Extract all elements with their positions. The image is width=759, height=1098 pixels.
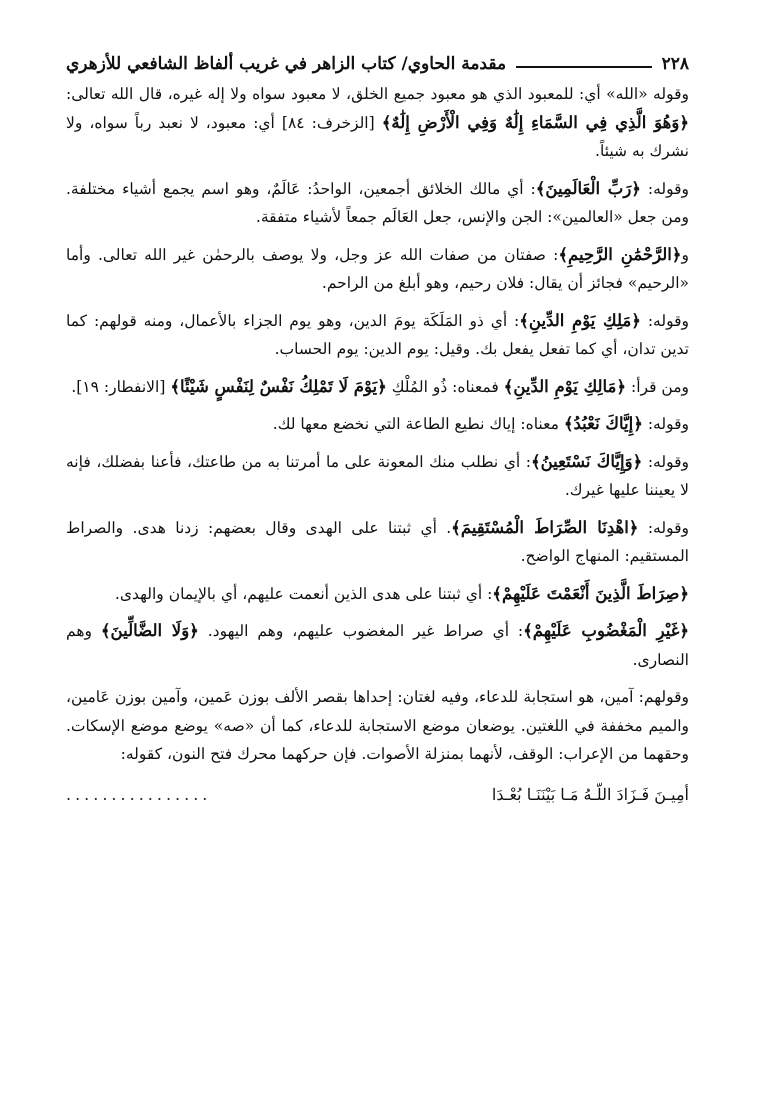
quran-quote: ﴿مَالِكِ يَوْمِ الدِّينِ﴾ <box>503 376 627 396</box>
poem-verse: أمِيـنَ فَـزَادَ اللّـهُ مَـا بَيْنَنَـا بُعْـدَا <box>491 784 689 804</box>
paragraph-text: وهم النصارى. <box>66 622 689 669</box>
paragraph-text: وقوله: <box>640 179 690 198</box>
quran-quote: ﴿اهْدِنَا الصِّرَاطَ الْمُسْتَقِيمَ﴾ <box>451 517 639 537</box>
paragraph-text: وقوله: <box>640 311 689 330</box>
paragraph-text: وقوله «الله» أي: للمعبود الذي هو معبود جميع الخلق، لا معبود سواه ولا إله غيره، قال الله تعالى: <box>66 85 689 103</box>
paragraph <box>66 617 689 674</box>
poem-dots: ................ <box>66 784 212 804</box>
paragraph-text: و <box>681 245 689 264</box>
quran-quote: ﴿الرَّحْمَٰنِ الرَّحِيمِ﴾ <box>558 244 682 264</box>
paragraph-text: : أي ذو المَلَكَة يومَ الدين، وهو يوم الجزاء بالأعمال، ومنه قولهم: كما تدين تدان، أي كما تفعل يفعل بك. وقيل: يوم الدين: يوم الحساب. <box>66 311 689 358</box>
quran-quote: ﴿وَإِيَّاكَ نَسْتَعِينُ﴾ <box>530 451 643 471</box>
paragraph <box>66 307 689 364</box>
paragraph <box>66 80 689 166</box>
quran-quote: ﴿رَبِّ الْعَالَمِينَ﴾ <box>535 178 641 198</box>
paragraph-text: [الزخرف: ٨٤] أي: معبود، لا نعبد رباً سواه، ولا نشرك به شيئاً. <box>66 113 689 160</box>
paragraph <box>66 241 689 298</box>
paragraph-text: فمعناه: ذُو المُلْكِ <box>386 377 504 396</box>
paragraph-text: معناه: إياك نطيع الطاعة التي نخضع معها لك. <box>272 415 564 433</box>
paragraph-text: : أي ثبتنا على هدى الذين أنعمت عليهم، أي بالإيمان والهدى. <box>114 584 493 603</box>
poem-line <box>66 781 689 809</box>
quran-quote: ﴿غَيْرِ الْمَغْضُوبِ عَلَيْهِمْ﴾ <box>523 621 689 640</box>
quran-quote: ﴿مَلِكِ يَوْمِ الدِّينِ﴾ <box>519 310 641 330</box>
paragraph <box>66 175 689 232</box>
paragraph <box>66 514 689 571</box>
quran-quote: ﴿وَلَا الضَّالِّينَ﴾ <box>100 621 199 640</box>
paragraph <box>66 410 689 439</box>
page-number: ٢٢٨ <box>661 54 689 74</box>
paragraph-text: : أي مالك الخلائق أجمعين، الواحدُ: عَالَمٌ، وهو اسم يجمع أشياء مختلفة. ومن جعل «العالمين»: الجن والإنس، جعل العَالَم جمعاً لأشياء متفقة. <box>66 179 689 226</box>
paragraph <box>66 373 689 402</box>
quran-quote: ﴿صِرَاطَ الَّذِينَ أَنْعَمْتَ عَلَيْهِمْ﴾ <box>492 583 689 603</box>
paragraph-text: ومن قرأ: <box>626 377 689 396</box>
quran-quote: ﴿يَوْمَ لَا تَمْلِكُ نَفْسٌ لِنَفْسٍ شَيْئًا﴾ <box>170 376 387 396</box>
paragraph-text: : صفتان من صفات الله عز وجل، ولا يوصف بالرحمٰن غير الله تعالى. وأما «الرحيم» فجائز أن يقال: فلان رحيم، وهو أبلغ من الراحم. <box>66 245 689 292</box>
paragraph-text: [الانفطار: ١٩]. <box>71 377 171 396</box>
page-body <box>66 80 689 769</box>
paragraph-text: : أي صراط غير المغضوب عليهم، وهم اليهود. <box>198 622 524 640</box>
running-header <box>66 48 689 74</box>
quran-quote: ﴿إِيَّاكَ نَعْبُدُ﴾ <box>563 414 643 433</box>
paragraph-text: وقوله: <box>638 518 689 537</box>
paragraph-text: وقوله: <box>642 415 689 433</box>
paragraph <box>66 448 689 505</box>
paragraph-text: وقوله: <box>642 452 689 471</box>
quran-quote: ﴿وَهُوَ الَّذِي فِي السَّمَاءِ إِلَٰهٌ وَفِي الْأَرْضِ إِلَٰهٌ﴾ <box>381 112 689 132</box>
header-rule <box>516 66 652 68</box>
paragraph-text: : أي نطلب منك المعونة على ما أمرتنا به من طاعتك، فأعنا بفضلك، فإنه لا يعيننا عليها غيرك. <box>66 452 689 499</box>
running-title: مقدمة الحاوي/ كتاب الزاهر في غريب ألفاظ الشافعي للأزهري <box>66 54 507 74</box>
paragraph <box>66 683 689 769</box>
paragraph <box>66 580 689 609</box>
paragraph-text: . أي ثبتنا على الهدى وقال بعضهم: زدنا هدى. والصراط المستقيم: المنهاج الواضح. <box>66 518 689 565</box>
paragraph-text: وقولهم: آمين، هو استجابة للدعاء، وفيه لغتان: إحداها بقصر الألف بوزن عَمين، وآمين بوزن عَامين، والميم مخففة في اللغتين. يوضعان موضع الاستجابة للدعاء، كما أن «صه» يوضع موضع الإسكات. وحقهما من الإعراب: الوقف، لأنهما بمنزلة الأصوات. فإن حركهما محرك فتح النون، كقوله: <box>66 688 689 763</box>
